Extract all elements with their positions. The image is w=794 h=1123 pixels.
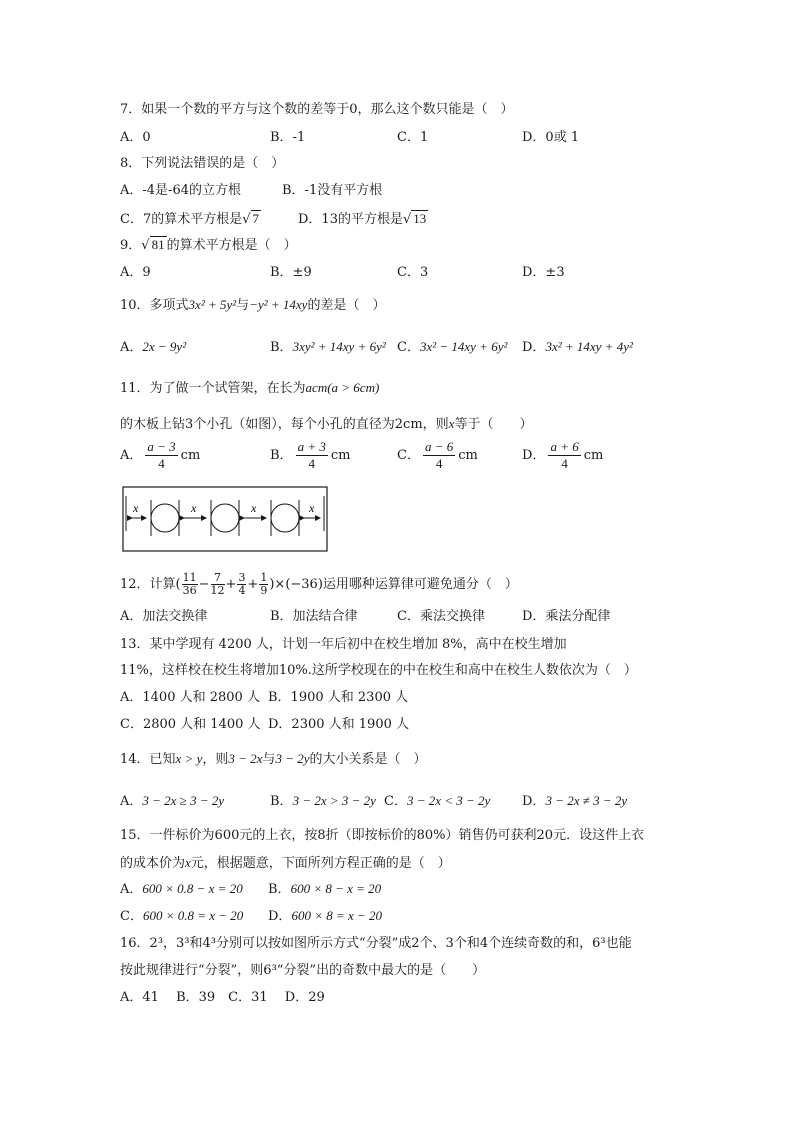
q10-a-expr: 2x − 9y² bbox=[142, 339, 187, 354]
q11-line1-expr: acm(a > 6cm) bbox=[305, 380, 380, 395]
q12-frac1-num: 11 bbox=[182, 571, 197, 584]
q10-b-label: B． bbox=[270, 340, 293, 355]
q15-a-expr: 600 × 0.8 − x = 20 bbox=[142, 881, 243, 896]
q12-frac4 bbox=[259, 572, 268, 597]
q12-frac2-num: 7 bbox=[211, 572, 225, 585]
q13-line2: 11%，这样校在校生将增加10%.这所学校现在的中在校生和高中在校生人数依次为（ ） bbox=[120, 663, 637, 678]
q12-option-d: D．乘法分配律 bbox=[522, 609, 611, 624]
q11-line2-text: 的木板上钻3个小孔（如图），每个小孔的直径为2cm，则 bbox=[120, 417, 449, 432]
q13-option-b: B．1900 人和 2300 人 bbox=[268, 690, 409, 705]
q11-d-label: D． bbox=[522, 448, 546, 463]
q10-option-a bbox=[120, 338, 186, 357]
q12-frac3 bbox=[237, 572, 246, 597]
q12-frac3-num: 3 bbox=[238, 571, 246, 584]
q9-option-b: B．±9 bbox=[270, 265, 312, 280]
q10-c-expr: 3x² − 14xy + 6y² bbox=[419, 339, 508, 354]
q11-b-den: 4 bbox=[308, 456, 315, 471]
q11-line1-text: 11．为了做一个试管架，在长为 bbox=[120, 381, 306, 396]
q11-c-fraction bbox=[423, 439, 455, 472]
q11-option-a bbox=[120, 439, 200, 472]
q12-frac3-den: 4 bbox=[238, 584, 246, 597]
q12-prefix: 12．计算 bbox=[120, 577, 176, 592]
q7-stem: 7．如果一个数的平方与这个数的差等于0，那么这个数只能是（ ） bbox=[120, 102, 514, 117]
q14-option-c bbox=[384, 792, 490, 811]
q15-d-label: D． bbox=[268, 909, 292, 924]
gap-label-1: x bbox=[133, 501, 139, 515]
q12-mult: ×(−36) bbox=[274, 577, 323, 592]
q14-a-expr: 3 − 2x ≥ 3 − 2y bbox=[142, 793, 225, 808]
q15-option-b bbox=[268, 880, 381, 899]
q8-option-a: A．-4是-64的立方根 bbox=[120, 183, 241, 198]
q15-option-a bbox=[120, 880, 243, 899]
q15-line2-suffix: 元，根据题意，下面所列方程正确的是（ ） bbox=[190, 856, 451, 871]
q10-a-label: A． bbox=[120, 340, 143, 355]
q14-mid2: 与 bbox=[262, 752, 276, 767]
q11-c-num: a − 6 bbox=[424, 439, 454, 454]
q10-suffix: 的差是（ ） bbox=[307, 298, 386, 313]
q11-a-num: a − 3 bbox=[147, 439, 176, 454]
q15-line2 bbox=[120, 854, 451, 873]
q14-c-label: C． bbox=[384, 794, 407, 809]
q11-a-unit: cm bbox=[180, 448, 201, 463]
q10-d-expr: 3x² + 14xy + 4y² bbox=[545, 339, 633, 354]
q8-option-c-text: C．7的算术平方根是 bbox=[120, 212, 243, 227]
hole-3 bbox=[271, 500, 299, 536]
q12-frac2 bbox=[211, 572, 225, 597]
q10-prefix: 10．多项式 bbox=[120, 298, 189, 313]
q12-frac1-den: 36 bbox=[182, 584, 197, 597]
q14-d-label: D． bbox=[522, 794, 546, 809]
q8-option-d: D．13的平方根是√ 13 bbox=[298, 211, 427, 227]
q15-b-expr: 600 × 8 − x = 20 bbox=[290, 881, 382, 896]
q11-b-num: a + 3 bbox=[297, 439, 326, 454]
q13-option-c: C．2800 人和 1400 人 bbox=[120, 717, 261, 732]
q10-stem bbox=[120, 296, 385, 315]
board-outline bbox=[123, 487, 327, 551]
q10-mid: 与 bbox=[236, 298, 250, 313]
hole-1 bbox=[151, 500, 179, 536]
q14-option-b bbox=[270, 792, 376, 811]
q11-b-unit: cm bbox=[330, 448, 351, 463]
q11-b-fraction bbox=[296, 439, 328, 472]
hole-2 bbox=[211, 500, 239, 536]
q8-option-c-radicand: 7 bbox=[252, 211, 260, 226]
q11-d-num: a + 6 bbox=[550, 439, 579, 454]
q9-stem: 9．√ 81 的算术平方根是（ ） bbox=[120, 237, 297, 253]
q16-line1: 16．2³，3³和4³分别可以按如图所示方式“分裂”成2个、3个和4个连续奇数的和，6³也能 bbox=[120, 936, 632, 951]
q12-option-c: C．乘法交换律 bbox=[397, 609, 485, 624]
q16-options: A．41 B．39 C．31 D．29 bbox=[120, 990, 325, 1005]
q10-expr2: −y² + 14xy bbox=[249, 297, 308, 312]
q15-c-expr: 600 × 0.8 = x − 20 bbox=[142, 908, 244, 923]
q14-a-label: A． bbox=[120, 794, 143, 809]
q12-frac2-den: 12 bbox=[210, 584, 225, 597]
q8-stem: 8．下列说法错误的是（ ） bbox=[120, 156, 285, 171]
q10-c-label: C． bbox=[397, 340, 420, 355]
q11-line2 bbox=[120, 415, 532, 434]
q14-b-expr: 3 − 2x > 3 − 2y bbox=[292, 793, 376, 808]
q15-line1: 15．一件标价为600元的上衣，按8折（即按标价的80%）销售仍可获利20元．设这件上衣 bbox=[120, 828, 645, 843]
q11-c-unit: cm bbox=[458, 448, 478, 463]
q7-option-b: B．-1 bbox=[270, 130, 306, 145]
q14-expr1: 3 − 2x bbox=[228, 751, 263, 766]
q15-option-d bbox=[268, 907, 382, 926]
q14-option-d bbox=[522, 792, 627, 811]
q11-b-label: B． bbox=[270, 448, 293, 463]
q11-option-c bbox=[397, 439, 478, 472]
q11-line2-var: x bbox=[448, 416, 455, 431]
q15-d-expr: 600 × 8 = x − 20 bbox=[291, 908, 383, 923]
q15-b-label: B． bbox=[268, 882, 291, 897]
q14-b-label: B． bbox=[270, 794, 293, 809]
q8-option-d-text: D．13的平方根是 bbox=[298, 212, 403, 227]
q12-frac4-num: 1 bbox=[260, 571, 268, 584]
q10-b-expr: 3xy² + 14xy + 6y² bbox=[292, 339, 386, 354]
q14-mid1: ，则 bbox=[202, 752, 229, 767]
q10-d-label: D． bbox=[522, 340, 546, 355]
q9-option-c: C．3 bbox=[397, 265, 429, 280]
q10-option-c bbox=[397, 338, 507, 357]
gap-label-3: x bbox=[251, 501, 257, 515]
q11-a-label: A． bbox=[120, 448, 143, 463]
q12-option-a: A．加法交换律 bbox=[120, 609, 208, 624]
q11-d-unit: cm bbox=[583, 448, 604, 463]
q12-frac4-den: 9 bbox=[260, 584, 268, 597]
q7-option-c: C．1 bbox=[397, 130, 429, 145]
q14-d-expr: 3 − 2x ≠ 3 − 2y bbox=[545, 793, 628, 808]
q13-line1: 13．某中学现有 4200 人，计划一年后初中在校生增加 8%，高中在校生增加 bbox=[120, 637, 567, 652]
q9-stem-text: 的算术平方根是（ ） bbox=[166, 238, 297, 253]
q10-option-b bbox=[270, 338, 386, 357]
q11-d-den: 4 bbox=[561, 456, 568, 471]
q9-radicand: 81 bbox=[151, 237, 165, 252]
q12-option-b: B．加法结合律 bbox=[270, 609, 358, 624]
q11-a-fraction bbox=[145, 439, 177, 472]
q14-stem bbox=[120, 750, 427, 769]
q15-a-label: A． bbox=[120, 882, 143, 897]
q14-expr2: 3 − 2y bbox=[275, 751, 310, 766]
q9-number: 9． bbox=[120, 238, 142, 253]
q12-suffix: 运用哪种运算律可避免通分（ ） bbox=[322, 577, 518, 592]
q7-option-a: A．0 bbox=[120, 130, 151, 145]
q9-option-a: A．9 bbox=[120, 265, 151, 280]
q14-condition: x > y bbox=[175, 751, 203, 766]
q11-a-den: 4 bbox=[158, 456, 165, 471]
q15-option-c bbox=[120, 907, 243, 926]
q12-stem: 12．计算( $\frac{11}{36}$ − $\frac{7}{12}$ + $\frac{3}{4}$ + $\frac{1}{9}$ )×(−36)运用哪种运算律可避免通分（ ） bbox=[120, 571, 518, 597]
q14-prefix: 14．已知 bbox=[120, 752, 176, 767]
q14-c-expr: 3 − 2x < 3 − 2y bbox=[406, 793, 491, 808]
q11-line1 bbox=[120, 379, 379, 398]
q11-c-label: C． bbox=[397, 448, 420, 463]
q11-line2-suffix: 等于（ ） bbox=[454, 417, 533, 432]
q14-option-a bbox=[120, 792, 224, 811]
q10-expr1: 3x² + 5y² bbox=[188, 297, 237, 312]
gap-label-4: x bbox=[309, 501, 315, 515]
q11-c-den: 4 bbox=[435, 456, 443, 471]
q15-line2-var: x bbox=[185, 855, 191, 870]
q11-option-d bbox=[522, 439, 603, 472]
q15-c-label: C． bbox=[120, 909, 143, 924]
q11-d-fraction bbox=[548, 439, 580, 472]
test-tube-rack-figure bbox=[122, 486, 328, 552]
q13-option-a: A．1400 人和 2800 人 bbox=[120, 690, 260, 705]
q7-option-d: D．0或 1 bbox=[522, 130, 580, 145]
q8-option-d-radicand: 13 bbox=[413, 211, 427, 226]
q14-suffix: 的大小关系是（ ） bbox=[309, 752, 427, 767]
q8-option-c: C．7的算术平方根是√ 7 bbox=[120, 211, 260, 227]
q9-option-d: D．±3 bbox=[522, 265, 565, 280]
gap-label-2: x bbox=[191, 501, 197, 515]
q13-option-d: D．2300 人和 1900 人 bbox=[268, 717, 409, 732]
q8-option-b: B．-1没有平方根 bbox=[282, 183, 383, 198]
q10-option-d bbox=[522, 338, 633, 357]
q11-option-b bbox=[270, 439, 350, 472]
q12-frac1 bbox=[182, 572, 198, 597]
q15-line2-text: 的成本价为 bbox=[120, 856, 186, 871]
q16-line2: 按此规律进行“分裂”，则6³“分裂”出的奇数中最大的是（ ） bbox=[120, 963, 486, 978]
